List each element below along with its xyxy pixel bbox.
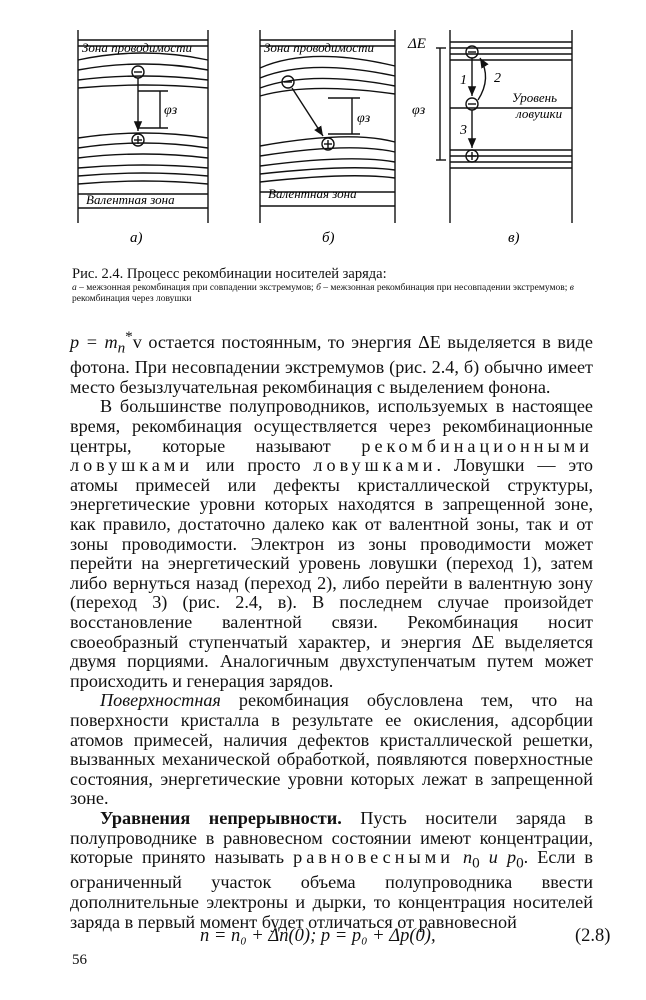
paragraph-3: Поверхностная рекомбинация обусловлена тем, что на поверхности кристалла в результате ее окисления, адсорбции атомов примесей, наличия дефектов кристаллической решетки, вызванных механической обработкой, появляются поверхностные состояния, энергетические уровни которых лежат в запрещенной зоне. xyxy=(70,690,593,809)
panel-c xyxy=(436,30,572,223)
panel-c-level-label-2: ловушки xyxy=(516,106,563,121)
panel-c-delta-e: ΔE xyxy=(408,36,426,52)
paragraph-1: $p = m_n^*v$ остается постоянным, то энергия ΔE выделяется в виде фотона. При несовпадении экстремумов (рис. 2.4, б) обычно имеет место безызлучательная рекомбинация с выделением фонона. xyxy=(70,328,593,397)
panel-a-bottom-label: Валентная зона xyxy=(86,192,175,207)
panel-b-tag: б) xyxy=(322,230,335,246)
panel-b-top-label: Зона проводимости xyxy=(264,40,374,55)
panel-c-transition-2: 2 xyxy=(494,71,501,86)
paragraph-4: Уравнения непрерывности. Пусть носители заряда в полупроводнике в равновесном состоянии имеют концентрации, которые принято называть равновесными $n_0$ и $p_0$. Если в ограниченный участок объема полупроводника ввести дополнительные электроны и дырки, то концентрация носителей заряда в первый момент будет отличаться от равновесной xyxy=(70,807,594,932)
figure-subcaption: а – межзонная рекомбинация при совпадении экстремумов; б – межзонная рекомбинация при несовпадении экстремумов; в рекомбинация через ловушки xyxy=(72,283,574,304)
panel-a-top-label: Зона проводимости xyxy=(82,40,192,55)
figure-2-4 xyxy=(60,18,590,258)
panel-b-bottom-label: Валентная зона xyxy=(268,186,357,201)
body-text xyxy=(70,327,593,932)
equation-2-8: n = n₀ + Δn(0); p = p₀ + Δp(0), xyxy=(200,926,436,946)
panel-b-phi: φз xyxy=(357,111,371,126)
page-number: 56 xyxy=(72,952,87,968)
panel-c-level-label-1: Уровень xyxy=(512,90,558,105)
panel-c-transition-3: 3 xyxy=(460,123,467,138)
equation-number: (2.8) xyxy=(575,926,611,946)
panel-c-transition-1: 1 xyxy=(460,73,467,88)
panel-a-phi: φз xyxy=(164,103,178,118)
panel-a-tag: а) xyxy=(130,230,143,246)
figure-caption: Рис. 2.4. Процесс рекомбинации носителей заряда: xyxy=(72,266,387,282)
paragraph-2: В большинстве полупроводников, используемых в настоящее время, рекомбинация осуществляется через рекомбинационные центры, которые называют рекомбинационными ловушками или просто ловушками. Ловушки — это атомы примесей или дефекты кристаллической структуры, энергетические уровни которых находятся в запрещенной зоне, как правило, достаточно далеко как от валентной зоны, так и от зоны проводимости. Электрон из зоны проводимости может перейти на энергетический уровень ловушки (переход 1), затем либо вернуться назад (переход 2), либо перейти в валентную зону (переход 3) (рис. 2.4, в). В последнем случае произойдет восстановление валентной связи. Рекомбинация носит своеобразный ступенчатый характер, и энергия ΔE выделяется двумя порциями. Аналогичным двухступенчатым путем может происходить и генерация зарядов. xyxy=(70,396,593,691)
panel-c-phi: φз xyxy=(412,103,426,118)
panel-c-tag: в) xyxy=(508,230,520,246)
